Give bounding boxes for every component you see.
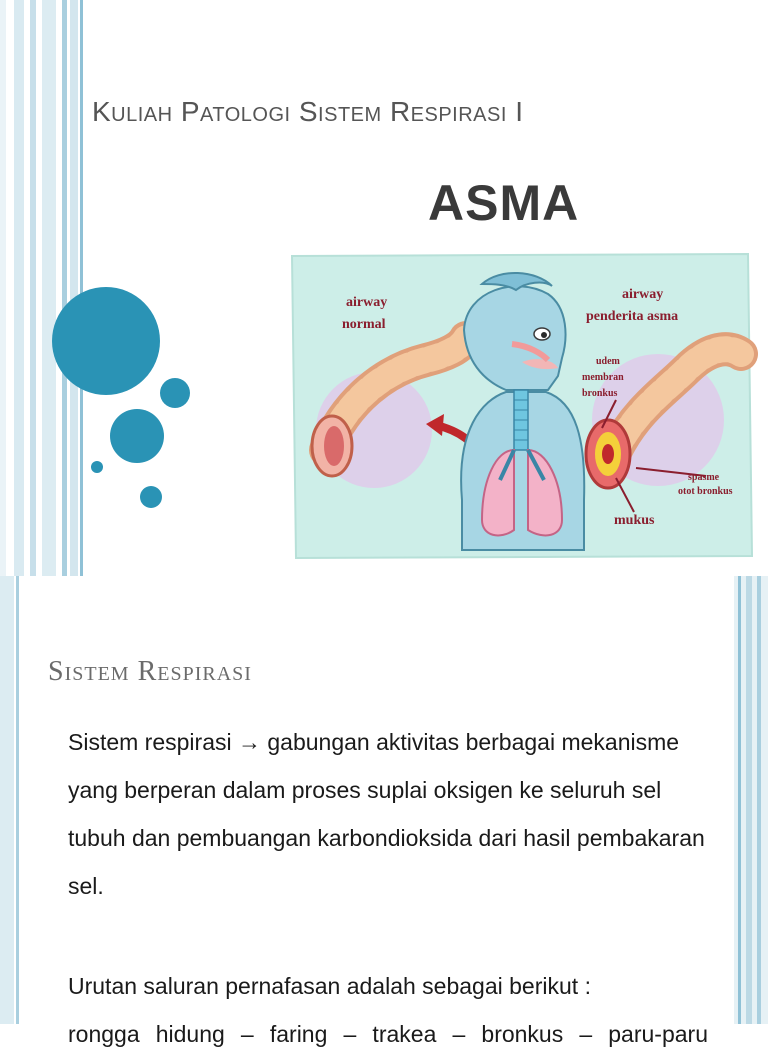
right-edge-line-3 <box>757 576 761 1024</box>
left-edge-stripe <box>0 576 14 1024</box>
label-udem-3: bronkus <box>582 388 618 399</box>
label-udem-2: membran <box>582 372 624 383</box>
asthma-airway-illustration <box>286 250 756 562</box>
left-edge-line <box>16 576 19 1024</box>
right-edge-line-1 <box>738 576 741 1024</box>
label-mukus: mukus <box>614 513 655 528</box>
label-airway-normal-2: normal <box>342 317 386 332</box>
label-airway-normal-1: airway <box>346 295 388 310</box>
slide-title: Kuliah Patologi Sistem Respirasi I <box>92 96 524 127</box>
paragraph-definition: Sistem respirasi → gabungan aktivitas berbagai mekanisme yang berperan dalam proses suplai oksigen ke seluruh sel tubuh dan pembuangan karbondioksida dari hasil pembakaran sel. <box>68 729 705 899</box>
slide-2 <box>0 576 768 1047</box>
label-airway-asthma-1: airway <box>622 287 664 302</box>
label-spasme-1: spasme <box>688 472 720 483</box>
slide-title: Sistem Respirasi <box>48 656 252 687</box>
decorative-circles <box>0 0 260 576</box>
label-spasme-2: otot bronkus <box>678 486 733 497</box>
label-airway-asthma-2: penderita asma <box>586 309 679 324</box>
right-edge-line-2 <box>746 576 752 1024</box>
paragraph-sequence: rongga hidung – faring – trakea – bronkus – paru-paru <box>68 1021 708 1047</box>
label-udem-1: udem <box>596 356 620 367</box>
topic-heading: ASMA <box>428 175 580 231</box>
paragraph-sequence-intro: Urutan saluran pernafasan adalah sebagai berikut : <box>68 973 591 999</box>
